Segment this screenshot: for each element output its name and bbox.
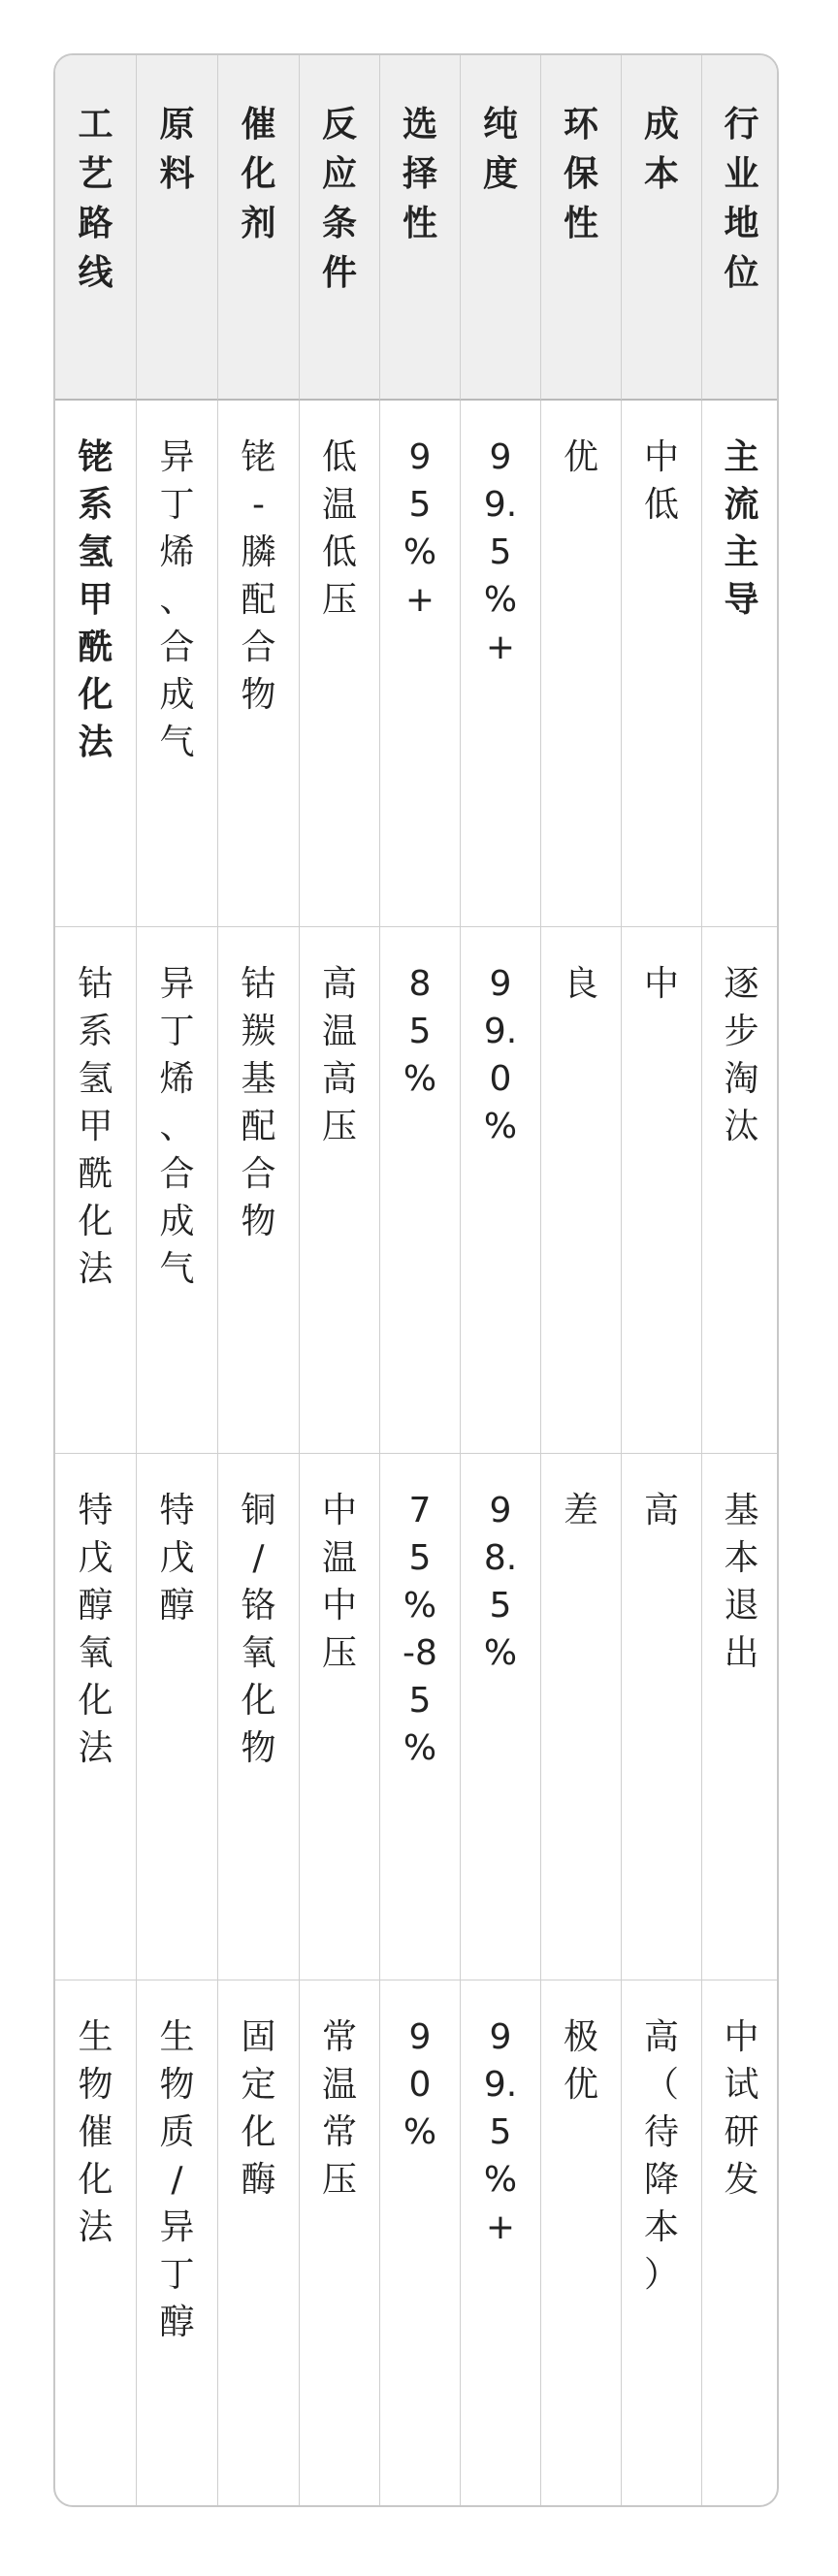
table-cell [218,927,300,1454]
table-cell [380,1454,461,1980]
table-cell [218,1980,300,2505]
cell-text: 铑系氢甲酰化法 [78,437,113,762]
table-cell [380,927,461,1454]
table-cell [300,1980,380,2505]
header-cell-status [702,55,779,401]
table-cell [218,401,300,927]
cell-text: 75%-85% [403,1491,437,1768]
cell-text: 特戊醇氧化法 [78,1491,113,1768]
table-cell [541,401,622,927]
table-cell-route [55,927,137,1454]
header-label: 工艺路线 [78,105,113,293]
table-cell [622,927,702,1454]
header-cell-selectivity [380,55,461,401]
table-cell [541,1454,622,1980]
table-cell [137,1980,218,2505]
cell-text: 85% [403,964,437,1099]
header-cell-cost [622,55,702,401]
table-cell [137,927,218,1454]
cell-text: 主流主导 [724,437,759,620]
cell-text: 生物催化法 [78,2017,113,2247]
cell-text: 低温低压 [321,437,357,620]
cell-text: 高温高压 [321,964,357,1146]
cell-text: 99.0% [483,964,518,1146]
table-cell [541,1980,622,2505]
cell-text: 90% [403,2017,437,2152]
table-cell-route [55,1454,137,1980]
cell-text: 99.5%+ [483,437,518,667]
cell-text: 钴羰基配合物 [241,964,276,1241]
table-cell-status [702,927,779,1454]
cell-text: 逐步淘汰 [724,964,759,1146]
table-cell [461,927,541,1454]
table-cell [380,1980,461,2505]
header-cell-purity [461,55,541,401]
header-cell-raw-material [137,55,218,401]
header-label: 行业地位 [724,105,759,293]
table-cell [300,401,380,927]
cell-text: 固定化酶 [241,2017,276,2200]
cell-text: 差 [563,1491,598,1530]
cell-text: 异丁烯、合成气 [159,964,195,1289]
cell-text: 高（待降本） [643,2017,679,2295]
cell-text: 铜/铬氧化物 [241,1491,276,1768]
table-cell-status [702,1454,779,1980]
cell-text: 中温中压 [321,1491,357,1673]
cell-text: 中低 [643,437,679,525]
table-cell [137,1454,218,1980]
cell-text: 优 [563,437,598,477]
cell-text: 95%+ [403,437,437,620]
table-cell [218,1454,300,1980]
cell-text: 异丁烯、合成气 [159,437,195,762]
table-cell [461,1454,541,1980]
header-label: 选择性 [402,105,437,243]
cell-text: 铑-膦配合物 [241,437,276,715]
table-cell [622,401,702,927]
header-label: 纯度 [482,105,518,194]
header-cell-catalyst [218,55,300,401]
cell-text: 99.5%+ [483,2017,518,2247]
header-label: 反应条件 [321,105,357,293]
table-cell-route [55,401,137,927]
cell-text: 常温常压 [321,2017,357,2200]
header-label: 原料 [159,105,195,194]
table-cell [622,1980,702,2505]
table-cell-route [55,1980,137,2505]
header-label: 环保性 [563,105,598,243]
table-cell-status [702,1980,779,2505]
cell-text: 98.5% [483,1491,518,1673]
cell-text: 中试研发 [724,2017,759,2200]
table-cell [461,1980,541,2505]
table-cell [380,401,461,927]
process-comparison-table [53,53,779,2507]
table-cell [137,401,218,927]
cell-text: 基本退出 [724,1491,759,1673]
table-cell [300,1454,380,1980]
header-label: 成本 [643,105,679,194]
header-cell-conditions [300,55,380,401]
table-cell [461,401,541,927]
table-cell-status [702,401,779,927]
cell-text: 极优 [563,2017,598,2105]
cell-text: 钴系氢甲酰化法 [78,964,113,1289]
table-cell [300,927,380,1454]
header-cell-eco [541,55,622,401]
table-cell [622,1454,702,1980]
cell-text: 中 [643,964,679,1004]
cell-text: 良 [563,964,598,1004]
table-cell [541,927,622,1454]
cell-text: 生物质/异丁醇 [159,2017,195,2342]
header-label: 催化剂 [241,105,276,243]
cell-text: 高 [643,1491,679,1530]
header-cell-process-route [55,55,137,401]
cell-text: 特戊醇 [159,1491,195,1626]
